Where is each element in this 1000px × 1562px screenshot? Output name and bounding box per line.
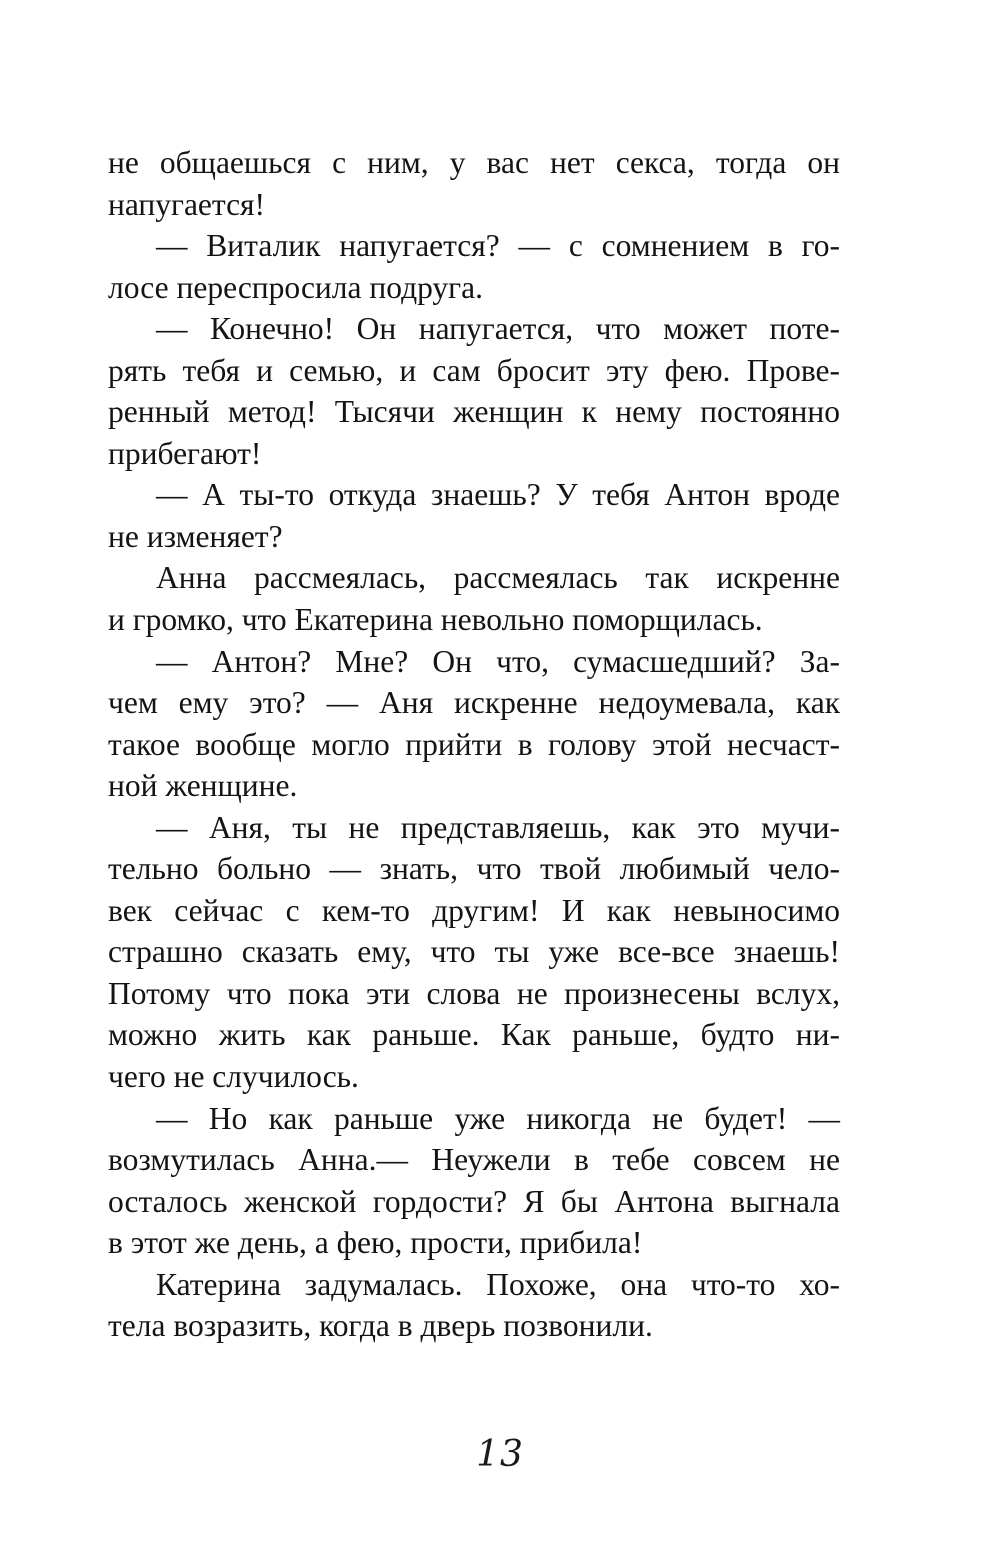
text-line: такое вообще могло прийти в голову этой несчаст-: [108, 726, 840, 762]
text-line: страшно сказать ему, что ты уже все-все знаешь!: [108, 934, 840, 970]
text-line: тельно больно — знать, что твой любимый чело-: [108, 851, 840, 887]
text-line: прибегают!: [108, 435, 262, 471]
text-line: — Аня, ты не представляешь, как это мучи-: [156, 809, 840, 845]
text-line: лосе переспросила подруга.: [108, 269, 483, 305]
text-line: можно жить как раньше. Как раньше, будто ни-: [108, 1017, 840, 1053]
text-line: ренный метод! Тысячи женщин к нему постоянно: [108, 394, 840, 430]
text-line: — Виталик напугается? — с сомнением в го-: [156, 228, 840, 264]
text-line: и громко, что Екатерина невольно поморщилась.: [108, 602, 763, 638]
text-line: возмутилась Анна.— Неужели в тебе совсем не: [108, 1142, 840, 1178]
text-line: век сейчас с кем-то другим! И как невыносимо: [108, 892, 840, 928]
page-number: 13: [476, 1434, 524, 1475]
text-line: — Но как раньше уже никогда не будет! —: [156, 1100, 840, 1136]
text-line: Катерина задумалась. Похоже, она что-то хо-: [156, 1266, 840, 1302]
text-line: напугается!: [108, 186, 266, 222]
text-line: не общаешься с ним, у вас нет секса, тогда он: [108, 145, 840, 180]
text-line: — Конечно! Он напугается, что может поте-: [156, 311, 840, 347]
text-line: чем ему это? — Аня искренне недоумевала, как: [108, 685, 840, 721]
text-line: — Антон? Мне? Он что, сумасшедший? За-: [156, 643, 840, 679]
text-line: не изменяет?: [108, 518, 283, 554]
text-line: тела возразить, когда в дверь позвонили.: [108, 1308, 653, 1344]
text-line: Анна рассмеялась, рассмеялась так искренне: [156, 560, 840, 596]
text-line: ной женщине.: [108, 768, 298, 804]
body-text: [108, 142, 840, 1347]
text-line: — А ты-то откуда знаешь? У тебя Антон вроде: [156, 477, 840, 513]
text-line: осталось женской гордости? Я бы Антона выгнала: [108, 1183, 840, 1219]
text-line: рять тебя и семью, и сам бросит эту фею. Прове-: [108, 352, 840, 388]
text-line: Потому что пока эти слова не произнесены вслух,: [108, 975, 840, 1011]
text-line: в этот же день, а фею, прости, прибила!: [108, 1225, 643, 1261]
text-line: чего не случилось.: [108, 1059, 359, 1095]
